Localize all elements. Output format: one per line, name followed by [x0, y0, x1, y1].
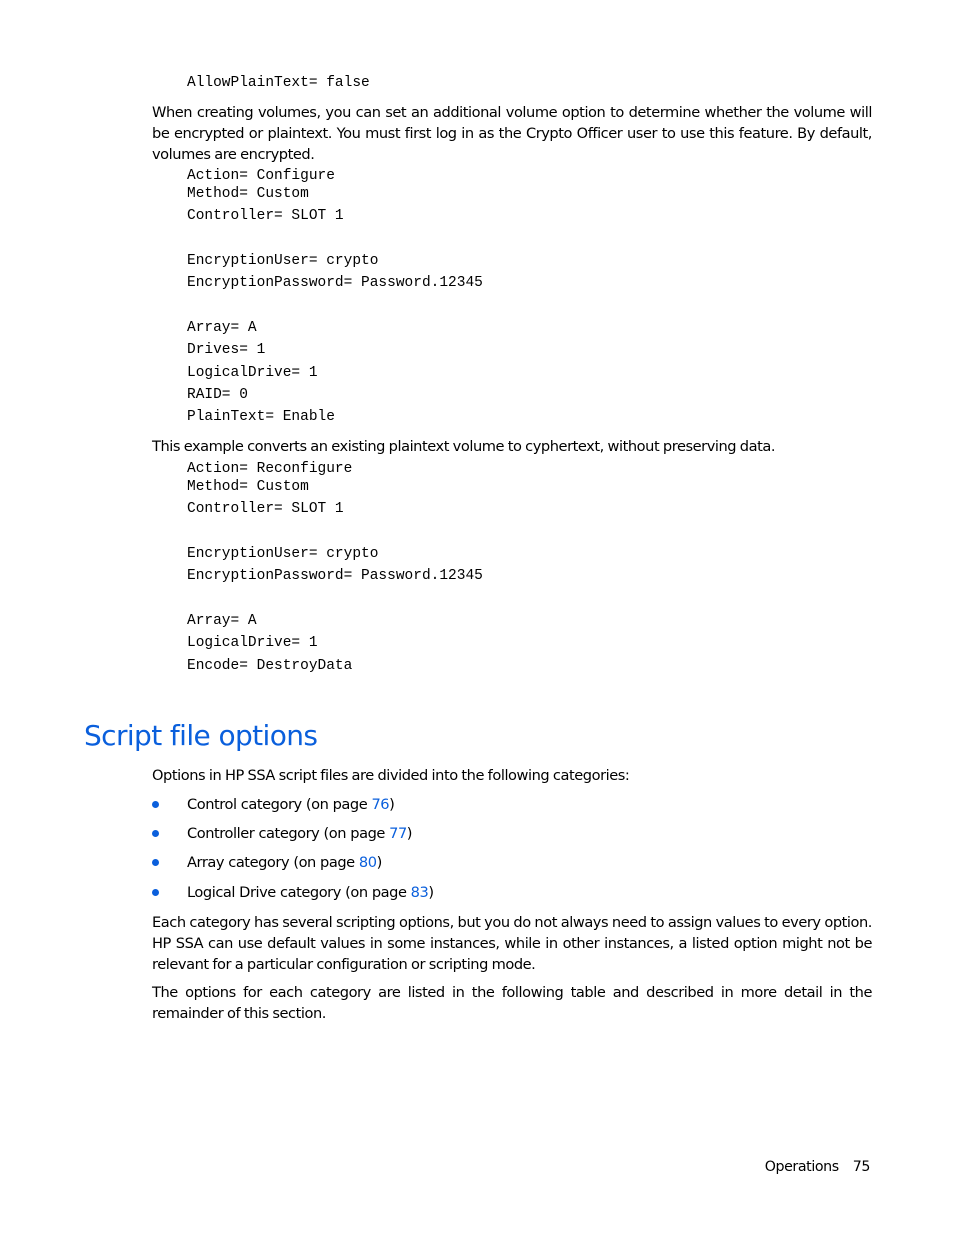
- code-line: Action= Configure: [187, 168, 335, 184]
- paragraph-intro: Options in HP SSA script files are divided into the following categories:: [152, 767, 630, 784]
- page-link-77[interactable]: 77: [389, 825, 407, 842]
- code-line: PlainText= Enable: [187, 409, 335, 425]
- code-line: EncryptionUser= crypto: [187, 546, 379, 562]
- code-line: Controller= SLOT 1: [187, 208, 344, 224]
- paragraph-encryption: When creating volumes, you can set an additional volume option to determine whether the volume will be encrypted or plaintext. You must first log in as the Crypto Officer user to use this feature. By default, volumes are encrypted.: [152, 104, 872, 163]
- list-item-text: Logical Drive category (on page: [187, 884, 411, 901]
- list-item-close: ): [428, 884, 434, 901]
- page-footer: [765, 1157, 870, 1177]
- bullet-icon: [152, 801, 159, 808]
- bullet-icon: [152, 859, 159, 866]
- code-line: Array= A: [187, 320, 257, 336]
- code-line: Drives= 1: [187, 342, 266, 358]
- code-line: Method= Custom: [187, 479, 309, 495]
- code-line: Controller= SLOT 1: [187, 501, 344, 517]
- list-item-text: Array category (on page: [187, 854, 359, 871]
- code-line: Array= A: [187, 613, 257, 629]
- code-line: Encode= DestroyData: [187, 658, 353, 674]
- paragraph-convert: This example converts an existing plaintext volume to cyphertext, without preserving data.: [152, 438, 776, 455]
- list-item-close: ): [406, 825, 413, 842]
- list-item-text: Controller category (on page: [187, 825, 390, 842]
- code-line: EncryptionPassword= Password.12345: [187, 568, 483, 584]
- page-link-83[interactable]: 83: [410, 884, 429, 901]
- footer-section: Operations: [764, 1159, 839, 1175]
- bullet-icon: [152, 830, 159, 837]
- page-link-76[interactable]: 76: [371, 796, 390, 813]
- paragraph-each-category: Each category has several scripting options, but you do not always need to assign values to every option. HP SSA can use default values in some instances, while in other instances, a listed option might not be relevant for a particular configuration or scripting mode.: [152, 914, 872, 973]
- page-link-80[interactable]: 80: [358, 854, 377, 871]
- list-item-close: ): [389, 796, 395, 813]
- code-line: EncryptionUser= crypto: [187, 253, 379, 269]
- code-line: Method= Custom: [187, 186, 309, 202]
- code-line: LogicalDrive= 1: [187, 635, 318, 651]
- list-item-text: Control category (on page: [187, 796, 372, 813]
- code-line: Action= Reconfigure: [187, 461, 353, 477]
- code-line: EncryptionPassword= Password.12345: [187, 275, 483, 291]
- bullet-icon: [152, 889, 159, 896]
- code-line: AllowPlainText= false: [187, 75, 370, 91]
- list-item-close: ): [376, 854, 382, 871]
- section-heading: Script file options: [84, 719, 318, 752]
- code-line: LogicalDrive= 1: [187, 365, 318, 381]
- paragraph-options: The options for each category are listed in the following table and described in more detail in the remainder of this section.: [152, 984, 872, 1022]
- code-line: RAID= 0: [187, 387, 248, 403]
- page-number: 75: [852, 1159, 870, 1175]
